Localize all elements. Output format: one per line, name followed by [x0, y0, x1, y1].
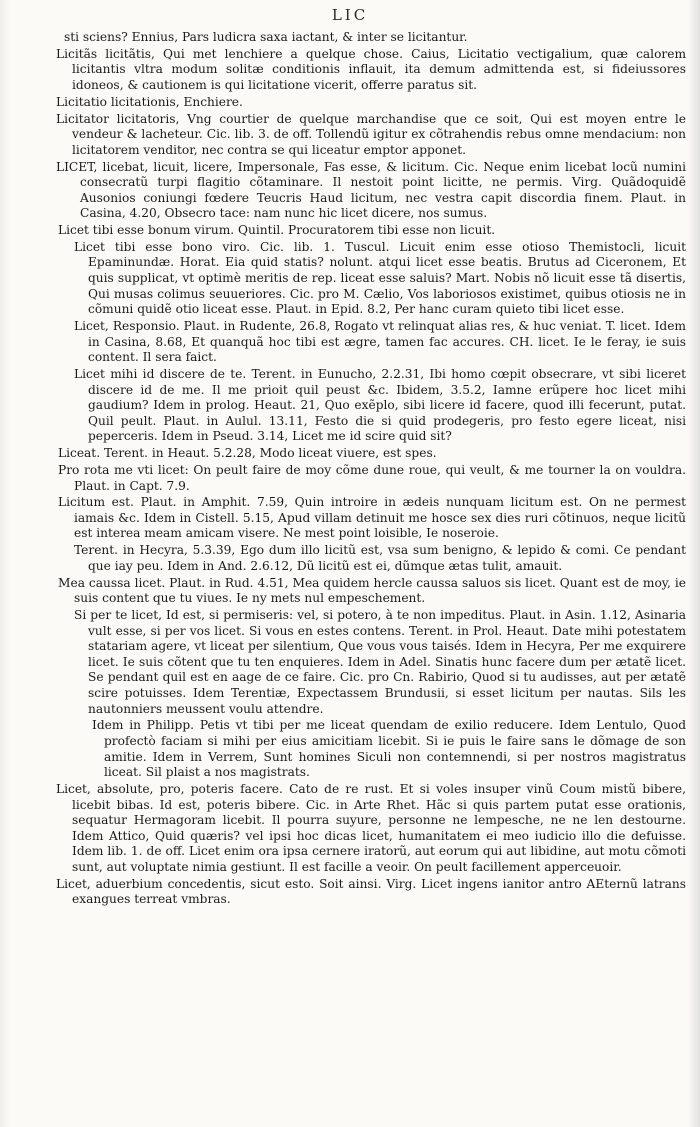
entry-pro-rota: Pro rota me vti licet: On peult faire de moy cõme dune roue, qui veult, & me tourner la on vouldra. Plaut. in Capt. 7.9.	[58, 462, 686, 493]
entry-licet-mihi-discere: Licet mihi id discere de te. Terent. in Eunucho, 2.2.31, Ibi homo cœpit obsecrare, vt sibi liceret discere id de me. Il me prioit quil peust &c. Ibidem, 3.5.2, Iamne erũpere hoc licet mihi gaudium? Idem in prolog. Heaut. 21, Quo exẽplo, sibi licere id facere, quod illi fecerunt, putat. Quil peult. Plaut. in Aulul. 13.11, Festo die si quid prodegeris, pro festo egere liceat, nisi peperceris. Idem in Pseud. 3.14, Licet me id scire quid sit?	[74, 366, 686, 444]
entry-licet-responsio: Licet, Responsio. Plaut. in Rudente, 26.8, Rogato vt relinquat alias res, & huc veniat. T. licet. Idem in Casina, 8.68, Et quanquã hoc tibi est ægre, tamen fac accures. CH. licet. Ie le feray, ie suis content. Il sera faict.	[74, 319, 686, 365]
running-head: LIC	[331, 6, 369, 24]
entry-licet-bono-viro: Licet tibi esse bono viro. Cic. lib. 1. Tuscul. Licuit enim esse otioso Themistocli, licuit Epaminundæ. Horat. Eia quid statis? nolunt. atqui licet esse beatis. Brutus ad Ciceronem, Et quis supplicat, vt optimè meritis de rep. liceat esse saluis? Mart. Nobis nõ licuit esse tã disertis, Qui musas colimus seuueriores. Cic. pro M. Cælio, Vos laboriosos existimet, quibus otiosis ne in cõmuni quidẽ otio liceat esse. Plaut. in Epid. 8.2, Per hanc curam quieto tibi licet esse.	[74, 239, 686, 317]
entry-liceat: Liceat. Terent. in Heaut. 5.2.28, Modo liceat viuere, est spes.	[58, 446, 437, 461]
entry-licitatio: Licitatio licitationis, Enchiere.	[56, 94, 243, 109]
entry-licitator: Licitator licitatoris, Vng courtier de quelque marchandise que ce soit, Qui est moyen entre le vendeur & lacheteur. Cic. lib. 3. de off. Tollendũ igitur ex cõtrahendis rebus omne mendacium: non licitatorem venditor, nec contra se qui liceatur emptor apponet.	[56, 111, 686, 157]
entry-licitans: Licitãs licitãtis, Qui met lenchiere a quelque chose. Caius, Licitatio vectigalium, quæ calorem licitantis vltra modum solitæ conditionis inflauit, ita demum admittenda est, si fideiussores idoneos, & cautionem is qui licitatione vicerit, offerre paratus sit.	[56, 46, 686, 92]
entry-idem-philipp: Idem in Philipp. Petis vt tibi per me liceat quendam de exilio reducere. Idem Lentulo, Quod profectò faciam si mihi per eius amicitiam licebit. Si ie puis le faire sans le dõmage de son amitie. Idem in Verrem, Sunt homines Siculi non contemnendi, si per nostros magistratus liceat. Sil plaist a nos magistrats.	[92, 718, 686, 780]
entry-continuation: sti sciens? Ennius, Pars ludicra saxa iactant, & inter se licitantur.	[64, 30, 468, 44]
entry-licet-headword: LICET, licebat, licuit, licere, Impersonale, Fas esse, & licitum. Cic. Neque enim licebat locũ numini consecratũ turpi flagitio cõtaminare. Il nestoit point licitte, ne permis. Virg. Quãdoquidẽ Ausonios coniungi fœdere Teucris Haud licitum, nec vestra capit discordia finem. Plaut. in Casina, 4.20, Obsecro tace: nam nunc hic licet dicere, nos sumus.	[56, 159, 686, 221]
page-left-shadow	[0, 0, 10, 1127]
entry-licet-absolute: Licet, absolute, pro, poteris facere. Cato de re rust. Et si voles insuper vinũ Coum mistũ bibere, licebit bibas. Id est, poteris bibere. Cic. in Arte Rhet. Hãc si quis partem putat esse orationis, sequatur Hermagoram licebit. Il pourra suyure, personne ne lempesche, ne ne len destourne. Idem Attico, Quid quæris? vel ipsi hoc dicas licet, humanitatem ei meo iudicio illo die defuisse. Idem lib. 1. de off. Licet enim ora ipsa cernere iratorũ, aut eorum qui aut libidine, aut motu cõmoti sunt, aut voluptate nimia gestiunt. Il est facille a veoir. On peult facillement apperceuoir.	[56, 781, 686, 874]
entry-si-per-te-licet: Si per te licet, Id est, si permiseris: vel, si potero, à te non impeditus. Plaut. in Asin. 1.12, Asinaria vult esse, si per vos licet. Si vous en estes contens. Terent. in Prol. Heaut. Date mihi potestatem statariam agere, vt liceat per silentium, Que vous vous taisés. Idem in Hecyra, Per me exquirere licet. Ie suis cõtent que tu ten enquieres. Idem in Adel. Sinatis hunc facere dum per ætatẽ licet. Se pendant quil est en aage de ce faire. Cic. pro Cn. Rabirio, Quod si tu audisses, aut per ætatẽ scire potuisses. Idem Terentiæ, Expectassem Brundusii, si esset licitum per nautas. Sils les nautonniers meussent voulu attendre.	[74, 608, 686, 716]
entry-licet-aduerbium: Licet, aduerbium concedentis, sicut esto. Soit ainsi. Virg. Licet ingens ianitor antro AEternũ latrans exangues terreat vmbras.	[56, 876, 686, 907]
dictionary-text	[56, 30, 686, 909]
entry-licet-bonum-virum: Licet tibi esse bonum virum. Quintil. Procuratorem tibi esse non licuit.	[58, 223, 496, 238]
entry-terent-hecyra: Terent. in Hecyra, 5.3.39, Ego dum illo licitũ est, vsa sum benigno, & lepido & comi. Ce pendant que iay peu. Idem in And. 2.6.12, Dũ licitũ est ei, dũmque ætas tulit, amauit.	[74, 543, 686, 573]
entry-mea-caussa: Mea caussa licet. Plaut. in Rud. 4.51, Mea quidem hercle caussa saluos sis licet. Quant est de moy, ie suis content que tu viues. Ie ny mets nul empeschement.	[58, 575, 686, 606]
page-gutter-shadow	[688, 0, 700, 1127]
entry-licitum-est: Licitum est. Plaut. in Amphit. 7.59, Quin introire in ædeis nunquam licitum est. On ne permest iamais &c. Idem in Cistell. 5.15, Apud villam detinuit me hosce sex dies ruri cõtinuos, neque licitũ est interea meam amicam visere. Ne mest point loisible, Ie noseroie.	[58, 495, 686, 541]
